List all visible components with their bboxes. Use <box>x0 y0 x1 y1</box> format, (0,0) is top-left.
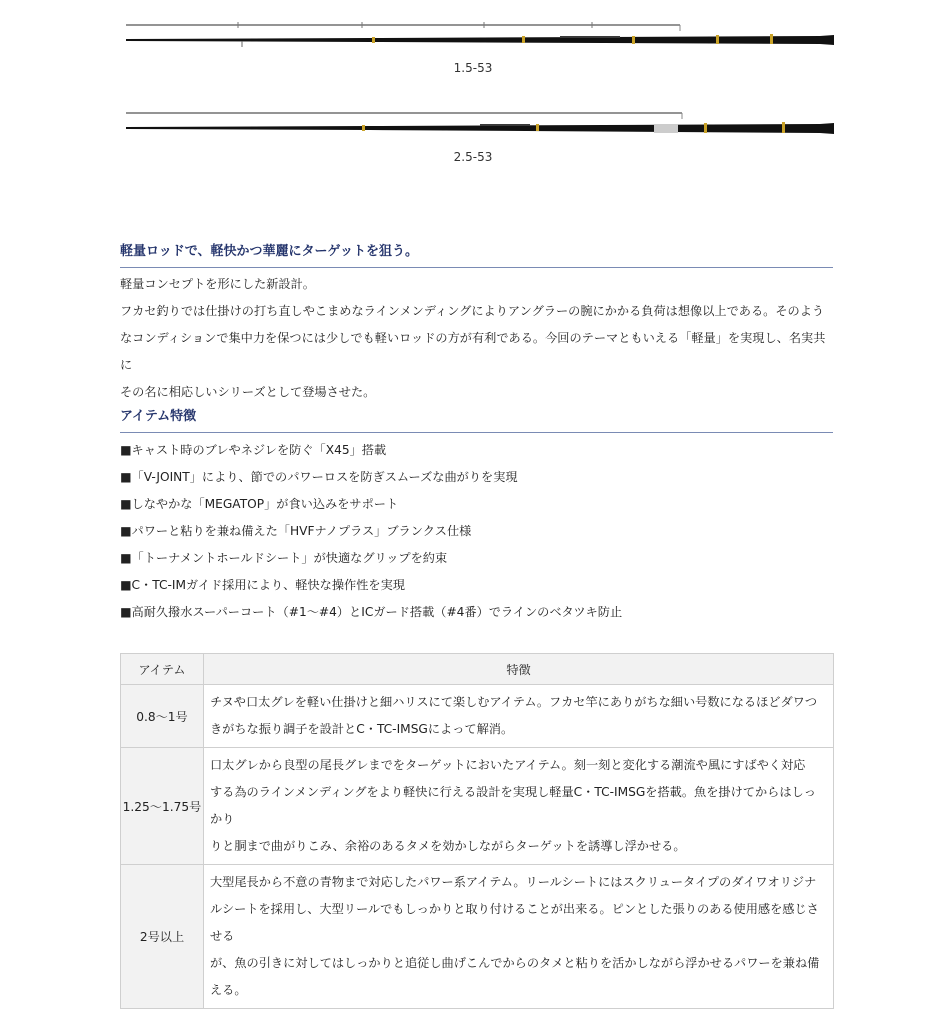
feature-item: ■高耐久撥水スーパーコート（#1～#4）とICガード搭載（#4番）でラインのベタツキ防止 <box>120 605 623 619</box>
feature-item: ■C・TC-IMガイド採用により、軽快な操作性を実現 <box>120 578 405 592</box>
feature-line: する為のラインメンディングをより軽快に行える設計を実現し軽量C・TC-IMSGを搭載。魚を掛けてからはしっかり <box>210 785 816 826</box>
feature-cell <box>204 685 834 748</box>
feature-line: チヌや口太グレを軽い仕掛けと細ハリスにて楽しむアイテム。フカセ竿にありがちな細い号数になるほどダワつ <box>210 695 818 709</box>
intro-text <box>120 271 836 406</box>
column-header-feature: 特徴 <box>204 654 834 685</box>
column-header-item: アイテム <box>121 654 204 685</box>
feature-item: ■「トーナメントホールドシート」が快適なグリップを約束 <box>120 551 448 565</box>
feature-line: える。 <box>210 983 247 997</box>
features-heading: アイテム特徴 <box>120 405 833 433</box>
rod-caption-2: 2.5-53 <box>453 150 493 164</box>
feature-cell <box>204 865 834 1009</box>
intro-line: フカセ釣りでは仕掛けの打ち直しやこまめなラインメンディングによりアングラーの腕にかかる負荷は想像以上である。そのよう <box>120 304 825 318</box>
item-cell: 1.25～1.75号 <box>121 748 204 865</box>
feature-line: りと胴まで曲がりこみ、余裕のあるタメを効かしながらターゲットを誘導し浮かせる。 <box>210 839 686 853</box>
intro-line: なコンディションで集中力を保つには少しでも軽いロッドの方が有利である。今回のテーマともいえる「軽量」を実現し、名実共に <box>120 331 826 372</box>
table-row <box>121 865 834 1009</box>
feature-line: 大型尾長から不意の青物まで対応したパワー系アイテム。リールシートにはスクリュータイプのダイワオリジナ <box>210 875 817 889</box>
rod-illustration-2 <box>0 100 946 150</box>
item-spec-table <box>120 653 834 1009</box>
feature-item: ■キャスト時のブレやネジレを防ぐ「X45」搭載 <box>120 443 387 457</box>
item-cell: 2号以上 <box>121 865 204 1009</box>
feature-list <box>120 437 836 626</box>
intro-line: 軽量コンセプトを形にした新設計。 <box>120 277 315 291</box>
feature-line: 口太グレから良型の尾長グレまでをターゲットにおいたアイテム。刻一刻と変化する潮流や風にすばやく対応 <box>210 758 806 772</box>
table-row <box>121 748 834 865</box>
feature-item: ■しなやかな「MEGATOP」が食い込みをサポート <box>120 497 399 511</box>
feature-line: ルシートを採用し、大型リールでもしっかりと取り付けることが出来る。ピンとした張りのある使用感を感じさせる <box>210 902 819 943</box>
feature-item: ■パワーと粘りを兼ね備えた「HVFナノプラス」ブランクス仕様 <box>120 524 472 538</box>
feature-item: ■「V-JOINT」により、節でのパワーロスを防ぎスムーズな曲がりを実現 <box>120 470 518 484</box>
rod-illustration-1 <box>0 12 946 62</box>
feature-cell <box>204 748 834 865</box>
item-cell: 0.8～1号 <box>121 685 204 748</box>
intro-line: その名に相応しいシリーズとして登場させた。 <box>120 385 376 399</box>
intro-heading: 軽量ロッドで、軽快かつ華麗にターゲットを狙う。 <box>120 240 833 268</box>
table-row <box>121 685 834 748</box>
rod-caption-1: 1.5-53 <box>453 61 493 75</box>
feature-line: が、魚の引きに対してはしっかりと追従し曲げこんでからのタメと粘りを活かしながら浮かせるパワーを兼ね備 <box>210 956 820 970</box>
table-header-row <box>121 654 834 685</box>
feature-line: きがちな振り調子を設計とC・TC-IMSGによって解消。 <box>210 722 514 736</box>
